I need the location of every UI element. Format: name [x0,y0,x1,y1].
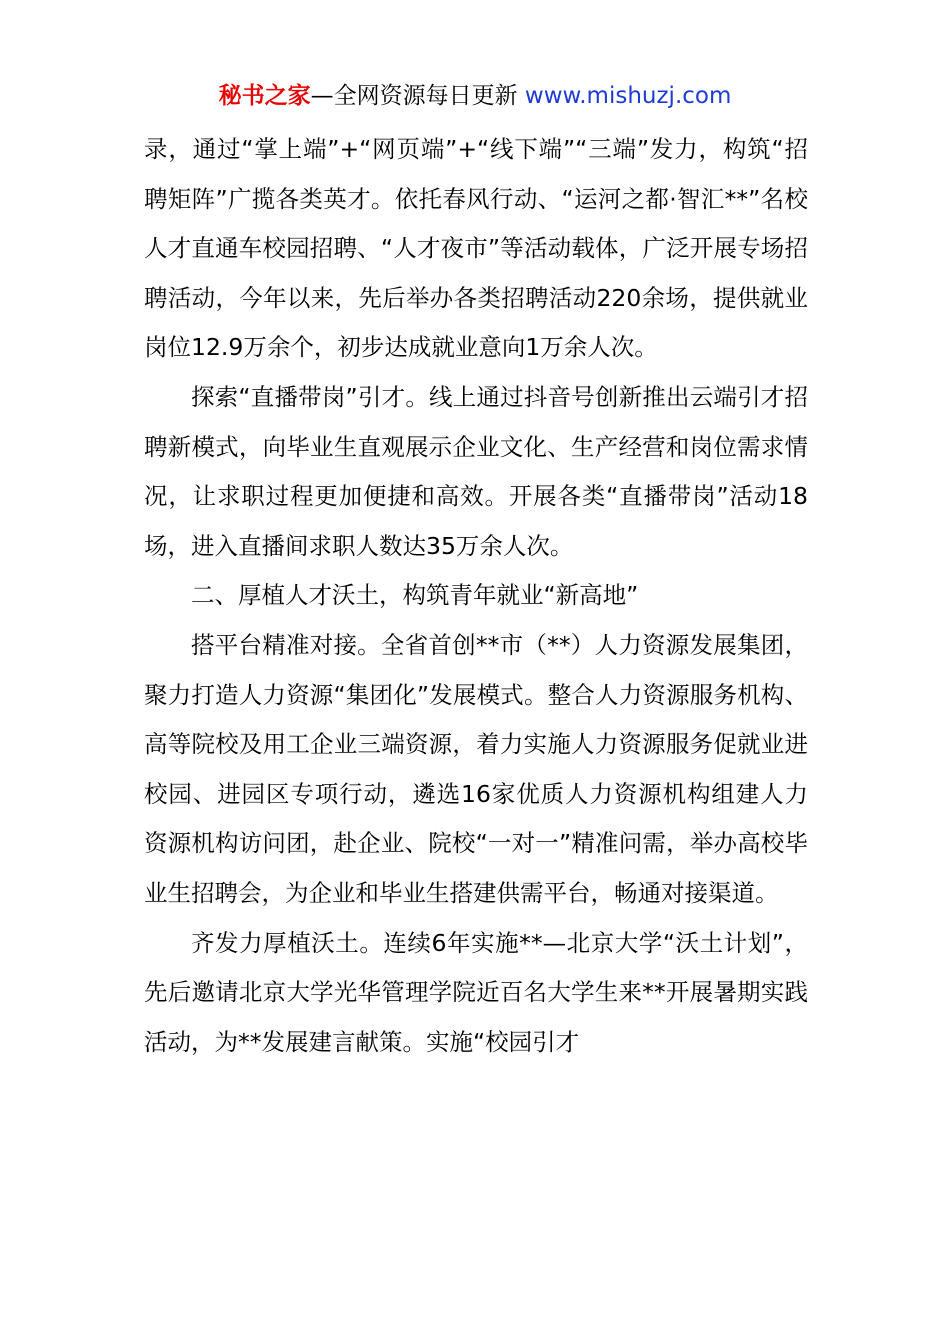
paragraph-livestream: 探索“直播带岗”引才。线上通过抖音号创新推出云端引才招聘新模式，向毕业生直观展示企业文化、生产经营和岗位需求情况，让求职过程更加便捷和高效。开展各类“直播带岗”活动18场，进入直播间求职人数达35万余人次。 [144,382,808,560]
document-body [144,125,808,1067]
paragraph-continuation: 录，通过“掌上端”+“网页端”+“线下端”“三端”发力，构筑“招聘矩阵”广揽各类英才。依托春风行动、“运河之都·智汇**”名校人才直通车校园招聘、“人才夜市”等活动载体，广泛开展专场招聘活动，今年以来，先后举办各类招聘活动220余场，提供就业岗位12.9万余个，初步达成就业意向1万余人次。 [144,135,808,362]
section-heading: 二、厚植人才沃土，构筑青年就业“新高地” [191,581,639,610]
paragraph-platform: 搭平台精准对接。全省首创**市（**）人力资源发展集团，聚力打造人力资源“集团化”发展模式。整合人力资源服务机构、高等院校及用工企业三端资源，着力实施人力资源服务促就业进校园、进园区专项行动，遴选16家优质人力资源机构组建人力资源机构访问团，赴企业、院校“一对一”精准问需，举办高校毕业生招聘会，为企业和毕业生搭建供需平台，畅通对接渠道。 [144,630,808,907]
site-header [0,78,950,114]
site-url-link[interactable]: www.mishuzj.com [524,83,732,109]
site-tagline: —全网资源每日更新 [310,83,518,109]
paragraph-cultivation: 齐发力厚植沃土。连续6年实施**—北京大学“沃土计划”，先后邀请北京大学光华管理学院近百名大学生来**开展暑期实践活动，为**发展建言献策。实施“校园引才 [144,928,808,1056]
site-brand: 秘书之家 [218,83,311,109]
